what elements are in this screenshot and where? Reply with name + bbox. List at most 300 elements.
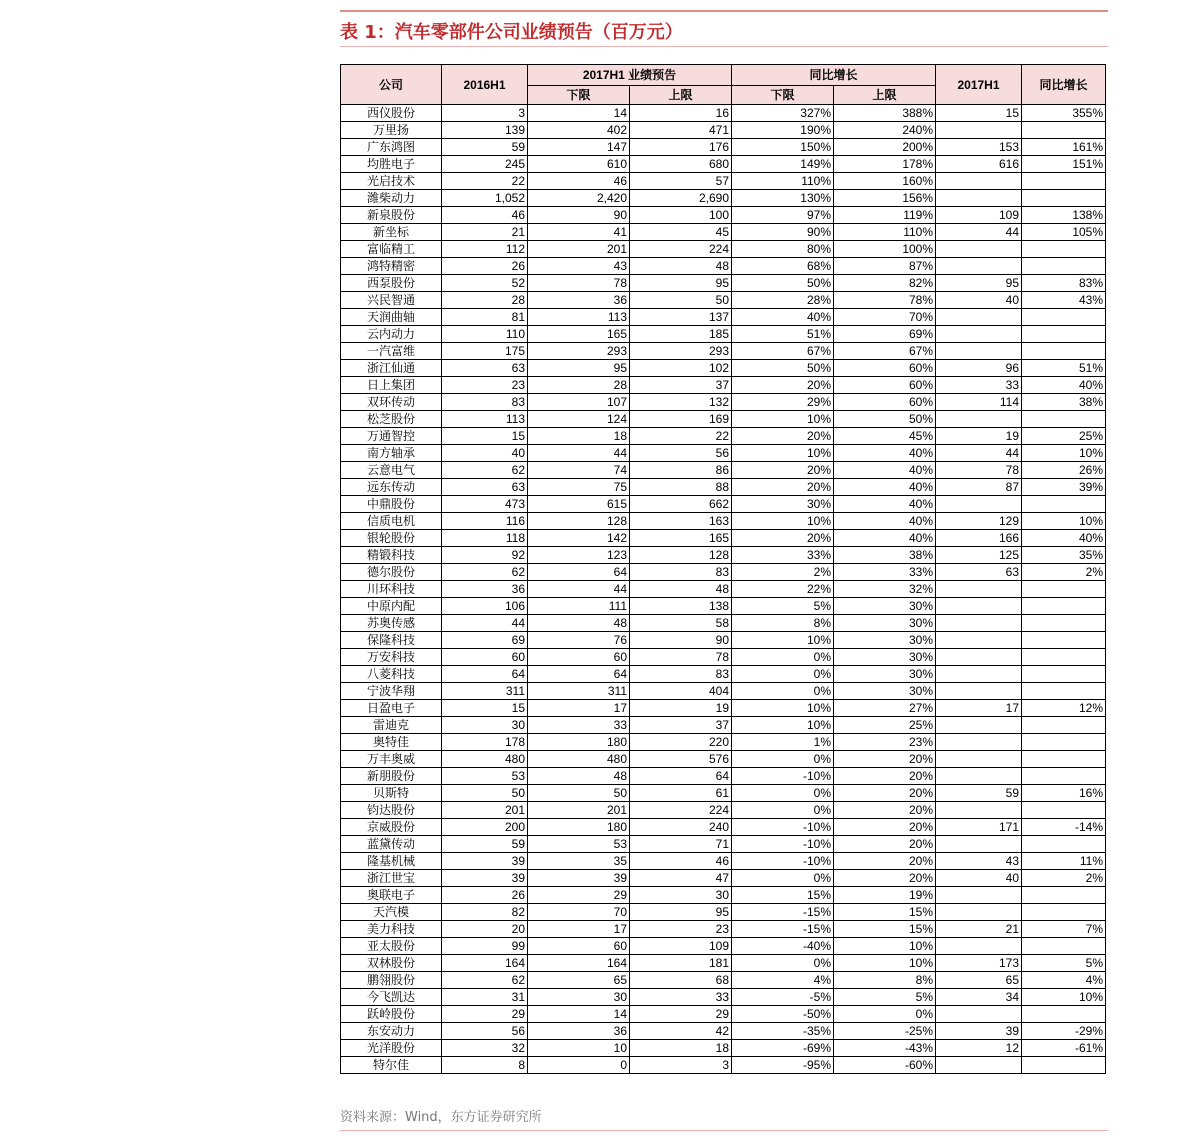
- h2016-value: 22: [442, 173, 528, 190]
- yoy-actual: 5%: [1022, 955, 1106, 972]
- yoy-upper: 60%: [834, 360, 936, 377]
- yoy-lower: 20%: [732, 479, 834, 496]
- table-row: [341, 700, 1106, 717]
- forecast-upper: 95: [630, 275, 732, 292]
- yoy-actual: -61%: [1022, 1040, 1106, 1057]
- yoy-actual: [1022, 122, 1106, 139]
- h2016-value: 60: [442, 649, 528, 666]
- table-row: [341, 479, 1106, 496]
- yoy-lower: 20%: [732, 462, 834, 479]
- yoy-lower: -15%: [732, 904, 834, 921]
- table-row: [341, 377, 1106, 394]
- forecast-lower: 402: [528, 122, 630, 139]
- h2016-value: 113: [442, 411, 528, 428]
- forecast-lower: 311: [528, 683, 630, 700]
- table-row: [341, 615, 1106, 632]
- h2016-value: 112: [442, 241, 528, 258]
- bottom-rule: [340, 1130, 1108, 1131]
- h2016-value: 44: [442, 615, 528, 632]
- yoy-lower: 28%: [732, 292, 834, 309]
- yoy-actual: 10%: [1022, 445, 1106, 462]
- h2016-value: 23: [442, 377, 528, 394]
- yoy-actual: [1022, 649, 1106, 666]
- h2017-value: [936, 683, 1022, 700]
- yoy-lower: -15%: [732, 921, 834, 938]
- table-row: [341, 989, 1106, 1006]
- table-row: [341, 1006, 1106, 1023]
- forecast-upper: 48: [630, 581, 732, 598]
- forecast-upper: 90: [630, 632, 732, 649]
- yoy-actual: 12%: [1022, 700, 1106, 717]
- table-body: [341, 105, 1106, 1074]
- table-row: [341, 853, 1106, 870]
- yoy-lower: 10%: [732, 513, 834, 530]
- company-name: 八菱科技: [341, 666, 442, 683]
- yoy-actual: [1022, 683, 1106, 700]
- yoy-upper: 40%: [834, 479, 936, 496]
- company-name: 浙江世宝: [341, 870, 442, 887]
- yoy-lower: 15%: [732, 887, 834, 904]
- table-row: [341, 530, 1106, 547]
- yoy-actual: 2%: [1022, 870, 1106, 887]
- yoy-upper: 15%: [834, 904, 936, 921]
- yoy-upper: 30%: [834, 615, 936, 632]
- yoy-lower: 22%: [732, 581, 834, 598]
- company-name: 保隆科技: [341, 632, 442, 649]
- title-rule: [340, 46, 1108, 47]
- table-row: [341, 904, 1106, 921]
- yoy-upper: 40%: [834, 530, 936, 547]
- company-name: 潍柴动力: [341, 190, 442, 207]
- company-name: 万安科技: [341, 649, 442, 666]
- forecast-upper: 50: [630, 292, 732, 309]
- h2016-value: 311: [442, 683, 528, 700]
- table-row: [341, 819, 1106, 836]
- h2016-value: 200: [442, 819, 528, 836]
- table-row: [341, 241, 1106, 258]
- table-row: [341, 445, 1106, 462]
- yoy-actual: 38%: [1022, 394, 1106, 411]
- yoy-actual: [1022, 309, 1106, 326]
- yoy-upper: 27%: [834, 700, 936, 717]
- table-row: [341, 938, 1106, 955]
- company-name: 雷迪克: [341, 717, 442, 734]
- forecast-upper: 176: [630, 139, 732, 156]
- h2017-value: 173: [936, 955, 1022, 972]
- table-row: [341, 751, 1106, 768]
- yoy-actual: 10%: [1022, 989, 1106, 1006]
- yoy-upper: 20%: [834, 751, 936, 768]
- yoy-actual: 138%: [1022, 207, 1106, 224]
- h2016-value: 92: [442, 547, 528, 564]
- table-row: [341, 632, 1106, 649]
- yoy-actual: 40%: [1022, 377, 1106, 394]
- h2017-value: [936, 309, 1022, 326]
- yoy-lower: -40%: [732, 938, 834, 955]
- yoy-upper: 178%: [834, 156, 936, 173]
- forecast-upper: 45: [630, 224, 732, 241]
- company-name: 云内动力: [341, 326, 442, 343]
- company-name: 万里扬: [341, 122, 442, 139]
- yoy-lower: -50%: [732, 1006, 834, 1023]
- header-yoy-growth: 同比增长: [732, 65, 936, 86]
- yoy-lower: -10%: [732, 853, 834, 870]
- forecast-lower: 39: [528, 870, 630, 887]
- h2016-value: 201: [442, 802, 528, 819]
- company-name: 日上集团: [341, 377, 442, 394]
- forecast-lower: 29: [528, 887, 630, 904]
- yoy-actual: [1022, 632, 1106, 649]
- yoy-actual: [1022, 802, 1106, 819]
- forecast-lower: 201: [528, 802, 630, 819]
- forecast-lower: 17: [528, 921, 630, 938]
- forecast-lower: 28: [528, 377, 630, 394]
- h2016-value: 59: [442, 139, 528, 156]
- forecast-lower: 65: [528, 972, 630, 989]
- h2016-value: 1,052: [442, 190, 528, 207]
- forecast-upper: 102: [630, 360, 732, 377]
- yoy-actual: 7%: [1022, 921, 1106, 938]
- table-row: [341, 1057, 1106, 1074]
- h2017-value: [936, 190, 1022, 207]
- table-row: [341, 360, 1106, 377]
- forecast-lower: 147: [528, 139, 630, 156]
- forecast-lower: 18: [528, 428, 630, 445]
- forecast-lower: 36: [528, 292, 630, 309]
- h2017-value: 17: [936, 700, 1022, 717]
- yoy-actual: [1022, 190, 1106, 207]
- forecast-lower: 48: [528, 615, 630, 632]
- forecast-upper: 42: [630, 1023, 732, 1040]
- h2016-value: 26: [442, 887, 528, 904]
- h2017-value: 33: [936, 377, 1022, 394]
- h2017-value: 34: [936, 989, 1022, 1006]
- table-row: [341, 156, 1106, 173]
- h2017-value: [936, 241, 1022, 258]
- header-yoy-upper: 上限: [834, 86, 936, 105]
- forecast-upper: 3: [630, 1057, 732, 1074]
- yoy-upper: 10%: [834, 955, 936, 972]
- h2017-value: 44: [936, 224, 1022, 241]
- table-row: [341, 1023, 1106, 1040]
- forecast-upper: 181: [630, 955, 732, 972]
- forecast-lower: 164: [528, 955, 630, 972]
- yoy-upper: 30%: [834, 598, 936, 615]
- forecast-lower: 60: [528, 649, 630, 666]
- forecast-upper: 46: [630, 853, 732, 870]
- h2017-value: 166: [936, 530, 1022, 547]
- h2017-value: [936, 581, 1022, 598]
- yoy-lower: 50%: [732, 275, 834, 292]
- forecast-table: [340, 64, 1106, 1074]
- forecast-upper: 37: [630, 377, 732, 394]
- h2016-value: 21: [442, 224, 528, 241]
- company-name: 京威股份: [341, 819, 442, 836]
- forecast-lower: 95: [528, 360, 630, 377]
- h2016-value: 15: [442, 700, 528, 717]
- forecast-upper: 37: [630, 717, 732, 734]
- h2016-value: 32: [442, 1040, 528, 1057]
- company-name: 美力科技: [341, 921, 442, 938]
- table-row: [341, 292, 1106, 309]
- forecast-lower: 165: [528, 326, 630, 343]
- table-row: [341, 921, 1106, 938]
- table-row: [341, 666, 1106, 683]
- yoy-lower: 2%: [732, 564, 834, 581]
- h2016-value: 15: [442, 428, 528, 445]
- yoy-upper: 388%: [834, 105, 936, 122]
- forecast-lower: 44: [528, 445, 630, 462]
- yoy-actual: 161%: [1022, 139, 1106, 156]
- yoy-actual: 105%: [1022, 224, 1106, 241]
- yoy-actual: [1022, 1057, 1106, 1074]
- h2016-value: 63: [442, 479, 528, 496]
- company-name: 西仪股份: [341, 105, 442, 122]
- forecast-upper: 95: [630, 904, 732, 921]
- h2017-value: [936, 1006, 1022, 1023]
- company-name: 天汽模: [341, 904, 442, 921]
- yoy-lower: 29%: [732, 394, 834, 411]
- header-2017h1: 2017H1: [936, 65, 1022, 105]
- table-row: [341, 224, 1106, 241]
- table-row: [341, 173, 1106, 190]
- yoy-actual: 2%: [1022, 564, 1106, 581]
- table-row: [341, 802, 1106, 819]
- h2017-value: 153: [936, 139, 1022, 156]
- company-name: 中鼎股份: [341, 496, 442, 513]
- table-row: [341, 462, 1106, 479]
- h2016-value: 20: [442, 921, 528, 938]
- company-name: 跃岭股份: [341, 1006, 442, 1023]
- company-name: 新坐标: [341, 224, 442, 241]
- forecast-lower: 111: [528, 598, 630, 615]
- company-name: 西泵股份: [341, 275, 442, 292]
- company-name: 南方轴承: [341, 445, 442, 462]
- yoy-lower: -10%: [732, 768, 834, 785]
- table-row: [341, 768, 1106, 785]
- source-note: 资料来源：Wind，东方证券研究所: [340, 1110, 542, 1125]
- forecast-lower: 48: [528, 768, 630, 785]
- yoy-lower: 90%: [732, 224, 834, 241]
- forecast-lower: 90: [528, 207, 630, 224]
- forecast-lower: 50: [528, 785, 630, 802]
- forecast-upper: 100: [630, 207, 732, 224]
- h2017-value: 59: [936, 785, 1022, 802]
- forecast-upper: 471: [630, 122, 732, 139]
- h2017-value: [936, 632, 1022, 649]
- yoy-upper: 40%: [834, 496, 936, 513]
- top-rule: [340, 10, 1108, 12]
- yoy-upper: 20%: [834, 836, 936, 853]
- yoy-actual: 39%: [1022, 479, 1106, 496]
- yoy-upper: 78%: [834, 292, 936, 309]
- table-row: [341, 564, 1106, 581]
- h2017-value: 109: [936, 207, 1022, 224]
- table-row: [341, 326, 1106, 343]
- forecast-upper: 128: [630, 547, 732, 564]
- h2016-value: 164: [442, 955, 528, 972]
- yoy-lower: 1%: [732, 734, 834, 751]
- yoy-lower: 0%: [732, 751, 834, 768]
- yoy-upper: 5%: [834, 989, 936, 1006]
- h2016-value: 3: [442, 105, 528, 122]
- forecast-upper: 29: [630, 1006, 732, 1023]
- company-name: 奥联电子: [341, 887, 442, 904]
- yoy-lower: 68%: [732, 258, 834, 275]
- h2016-value: 116: [442, 513, 528, 530]
- yoy-actual: 25%: [1022, 428, 1106, 445]
- company-name: 光启技术: [341, 173, 442, 190]
- company-name: 光洋股份: [341, 1040, 442, 1057]
- company-name: 东安动力: [341, 1023, 442, 1040]
- yoy-upper: 70%: [834, 309, 936, 326]
- yoy-lower: 10%: [732, 411, 834, 428]
- h2017-value: 65: [936, 972, 1022, 989]
- yoy-upper: 25%: [834, 717, 936, 734]
- yoy-upper: 8%: [834, 972, 936, 989]
- forecast-upper: 185: [630, 326, 732, 343]
- forecast-upper: 71: [630, 836, 732, 853]
- yoy-lower: 130%: [732, 190, 834, 207]
- table-title: 表 1：汽车零部件公司业绩预告（百万元）: [340, 22, 683, 43]
- h2016-value: 81: [442, 309, 528, 326]
- h2016-value: 36: [442, 581, 528, 598]
- h2016-value: 31: [442, 989, 528, 1006]
- yoy-lower: 0%: [732, 955, 834, 972]
- forecast-upper: 224: [630, 241, 732, 258]
- yoy-lower: 4%: [732, 972, 834, 989]
- company-name: 广东鸿图: [341, 139, 442, 156]
- h2017-value: 129: [936, 513, 1022, 530]
- h2016-value: 56: [442, 1023, 528, 1040]
- header-2017h1-forecast: 2017H1 业绩预告: [528, 65, 732, 86]
- header-forecast-upper: 上限: [630, 86, 732, 105]
- yoy-upper: 33%: [834, 564, 936, 581]
- forecast-lower: 123: [528, 547, 630, 564]
- company-name: 天润曲轴: [341, 309, 442, 326]
- yoy-lower: 50%: [732, 360, 834, 377]
- forecast-lower: 78: [528, 275, 630, 292]
- yoy-actual: [1022, 411, 1106, 428]
- h2017-value: 43: [936, 853, 1022, 870]
- forecast-lower: 14: [528, 1006, 630, 1023]
- yoy-lower: 0%: [732, 870, 834, 887]
- h2017-value: 114: [936, 394, 1022, 411]
- yoy-actual: -29%: [1022, 1023, 1106, 1040]
- h2017-value: 125: [936, 547, 1022, 564]
- yoy-upper: 240%: [834, 122, 936, 139]
- table-row: [341, 870, 1106, 887]
- forecast-upper: 224: [630, 802, 732, 819]
- yoy-lower: 80%: [732, 241, 834, 258]
- forecast-lower: 615: [528, 496, 630, 513]
- h2016-value: 29: [442, 1006, 528, 1023]
- yoy-upper: 87%: [834, 258, 936, 275]
- h2016-value: 62: [442, 972, 528, 989]
- h2016-value: 178: [442, 734, 528, 751]
- yoy-actual: [1022, 343, 1106, 360]
- forecast-lower: 180: [528, 734, 630, 751]
- table-row: [341, 836, 1106, 853]
- forecast-lower: 75: [528, 479, 630, 496]
- yoy-actual: 26%: [1022, 462, 1106, 479]
- h2016-value: 8: [442, 1057, 528, 1074]
- yoy-actual: [1022, 173, 1106, 190]
- yoy-actual: [1022, 615, 1106, 632]
- forecast-upper: 169: [630, 411, 732, 428]
- yoy-lower: -35%: [732, 1023, 834, 1040]
- yoy-lower: 33%: [732, 547, 834, 564]
- forecast-lower: 124: [528, 411, 630, 428]
- table-row: [341, 972, 1106, 989]
- table-row: [341, 649, 1106, 666]
- h2017-value: [936, 411, 1022, 428]
- yoy-upper: 23%: [834, 734, 936, 751]
- h2017-value: 171: [936, 819, 1022, 836]
- yoy-actual: [1022, 887, 1106, 904]
- table-row: [341, 309, 1106, 326]
- yoy-lower: -5%: [732, 989, 834, 1006]
- table-row: [341, 122, 1106, 139]
- forecast-lower: 60: [528, 938, 630, 955]
- yoy-upper: -60%: [834, 1057, 936, 1074]
- yoy-upper: 67%: [834, 343, 936, 360]
- yoy-lower: 97%: [732, 207, 834, 224]
- yoy-upper: -43%: [834, 1040, 936, 1057]
- h2016-value: 99: [442, 938, 528, 955]
- h2016-value: 118: [442, 530, 528, 547]
- company-name: 信质电机: [341, 513, 442, 530]
- company-name: 万丰奥威: [341, 751, 442, 768]
- forecast-upper: 83: [630, 564, 732, 581]
- h2017-value: [936, 802, 1022, 819]
- yoy-upper: 200%: [834, 139, 936, 156]
- h2017-value: [936, 836, 1022, 853]
- forecast-upper: 293: [630, 343, 732, 360]
- forecast-upper: 220: [630, 734, 732, 751]
- yoy-lower: -69%: [732, 1040, 834, 1057]
- yoy-upper: 69%: [834, 326, 936, 343]
- yoy-actual: 4%: [1022, 972, 1106, 989]
- table-row: [341, 785, 1106, 802]
- h2017-value: 40: [936, 870, 1022, 887]
- forecast-upper: 138: [630, 598, 732, 615]
- company-name: 蓝黛传动: [341, 836, 442, 853]
- yoy-actual: 355%: [1022, 105, 1106, 122]
- yoy-lower: 10%: [732, 717, 834, 734]
- h2017-value: 39: [936, 1023, 1022, 1040]
- table-row: [341, 428, 1106, 445]
- yoy-lower: 30%: [732, 496, 834, 513]
- yoy-actual: [1022, 598, 1106, 615]
- yoy-actual: 40%: [1022, 530, 1106, 547]
- h2017-value: [936, 887, 1022, 904]
- yoy-lower: 10%: [732, 632, 834, 649]
- h2017-value: [936, 734, 1022, 751]
- h2017-value: [936, 649, 1022, 666]
- table-row: [341, 105, 1106, 122]
- company-name: 川环科技: [341, 581, 442, 598]
- forecast-upper: 576: [630, 751, 732, 768]
- forecast-lower: 480: [528, 751, 630, 768]
- h2016-value: 175: [442, 343, 528, 360]
- forecast-upper: 2,690: [630, 190, 732, 207]
- table-row: [341, 683, 1106, 700]
- table-row: [341, 343, 1106, 360]
- table-row: [341, 887, 1106, 904]
- yoy-lower: 67%: [732, 343, 834, 360]
- h2016-value: 59: [442, 836, 528, 853]
